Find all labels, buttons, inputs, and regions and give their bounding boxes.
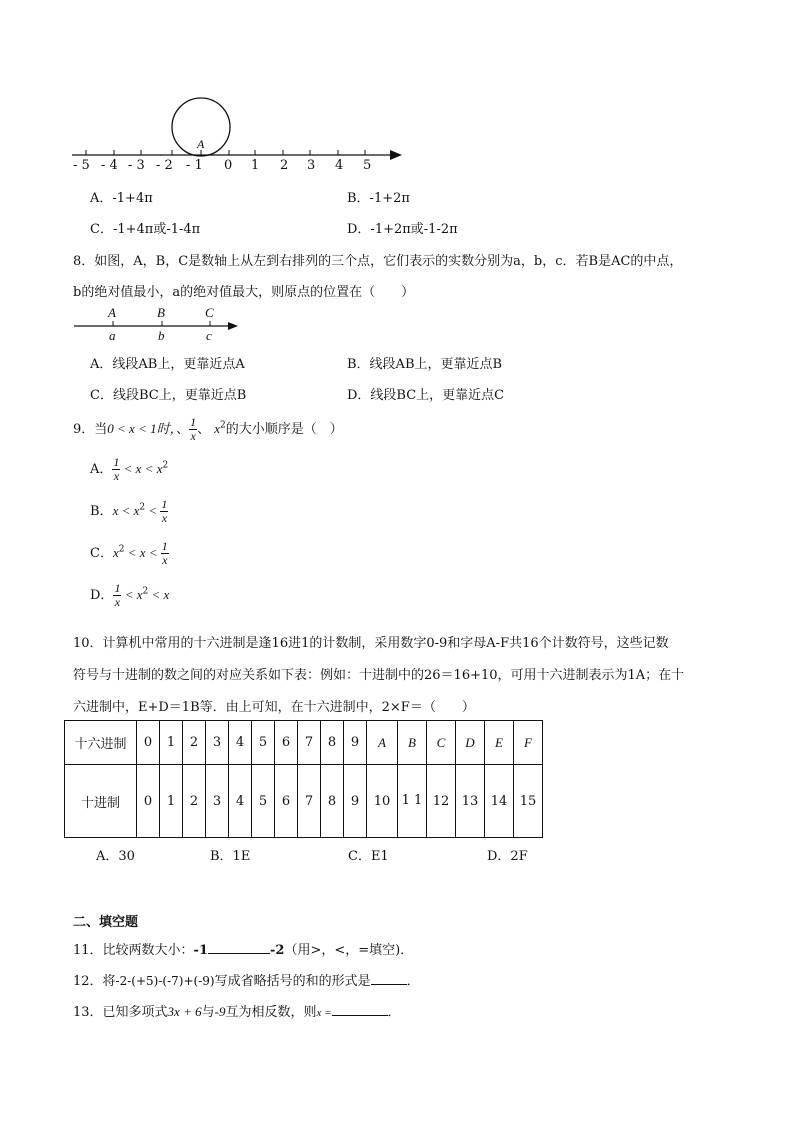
q10-stem-line3: 六进制中，E+D＝1B等．由上可知，在十六进制中，2×F＝（ ）: [73, 700, 475, 715]
tick-label: - 1: [186, 158, 203, 173]
q8-value-a: a: [109, 328, 116, 343]
q8-point-a: A: [108, 305, 116, 320]
q8-point-c: C: [205, 305, 214, 320]
q13: 13．已知多项式3x + 6与-9互为相反数，则x = ．: [73, 1004, 401, 1020]
q7-option-c: C．-1+4π或-1-4π: [90, 222, 201, 237]
fraction-1-over-x: $\frac{1}{x}$: [190, 415, 197, 443]
hex-decimal-table: [64, 720, 543, 838]
q10-option-b: B．1E: [210, 849, 251, 864]
q7-option-b: B．-1+2π: [347, 191, 410, 206]
table-header-cell: 十进制: [65, 765, 137, 838]
q10-option-d: D．2F: [487, 849, 528, 864]
table-header-cell: 十六进制: [65, 721, 137, 765]
table-row-decimal: 十进制 0 1 2 3 4 5 6 7 8 9 10 1 1 12 13 14 15: [65, 765, 543, 838]
axis-arrow: [390, 150, 402, 160]
tick-label: 3: [307, 158, 316, 173]
q7-option-d: D．-1+2π或-1-2π: [347, 222, 458, 237]
q10-option-c: C．E1: [348, 849, 389, 864]
q12: 12．将-2-(+5)-(-7)+(-9)写成省略括号的和的形式是 ．: [73, 974, 420, 989]
tick-label: 0: [224, 158, 233, 173]
tick-label: 5: [363, 158, 372, 173]
point-a-label: A: [197, 137, 205, 151]
q8-option-b: B．线段AB上，更靠近点B: [347, 357, 503, 372]
q9-option-c: C．$x^2 < x$ < $\frac{1}{x}$: [90, 539, 168, 567]
q8-value-c: c: [206, 328, 212, 343]
tick-label: 4: [335, 158, 344, 173]
tick-label: - 5: [73, 158, 90, 173]
q8-stem-line2: b的绝对值最小，a的绝对值最大，则原点的位置在（ ）: [73, 285, 415, 300]
q9-option-b: B．$x < x^2$ < $\frac{1}{x}$: [90, 497, 168, 525]
tick-label: 1: [251, 158, 260, 173]
q10-option-a: A．30: [96, 849, 135, 864]
q8-stem-line1: 8．如图，A，B，C是数轴上从左到右排列的三个点，它们表示的实数分别为a，b，c．若B是AC的中点，: [73, 254, 683, 269]
q11: 11．比较两数大小：-1 -2（用>，<，=填空)．: [73, 943, 414, 958]
section-title: 二、填空题: [73, 915, 139, 930]
tick-label: - 2: [156, 158, 173, 173]
tick-marks: [86, 150, 365, 155]
table-row-hex: 十六进制 0 1 2 3 4 5 6 7 8 9 A B C D E F: [65, 721, 543, 765]
q8-option-d: D．线段BC上，更靠近点C: [347, 388, 505, 403]
q10-stem-line1: 10．计算机中常用的十六进制是逢16进1的计数制，采用数字0-9和字母A-F共16个计数符号，这些记数: [73, 636, 669, 651]
q9-stem: 9．当0 < x < 1时，、 $\frac{1}{x}$ 、 $x^2$的大小顺序是（ ）: [73, 415, 343, 443]
q8-option-a: A．线段AB上，更靠近点A: [90, 357, 245, 372]
q7-option-a: A．-1+4π: [90, 191, 153, 206]
q8-point-b: B: [157, 305, 165, 320]
q10-stem-line2: 符号与十进制的数之间的对应关系如下表：例如：十进制中的26＝16+10，可用十六进制表示为1A；在十: [73, 668, 685, 683]
q8-option-c: C．线段BC上，更靠近点B: [90, 388, 247, 403]
tick-label: - 3: [128, 158, 145, 173]
q8-value-b: b: [158, 328, 165, 343]
q9-option-a: A． $\frac{1}{x}$ < $x < x^2$: [90, 455, 169, 483]
q9-option-d: D． $\frac{1}{x}$ < $x^2 < x$: [90, 581, 170, 609]
tick-label: 2: [280, 158, 289, 173]
tick-label: - 4: [101, 158, 118, 173]
